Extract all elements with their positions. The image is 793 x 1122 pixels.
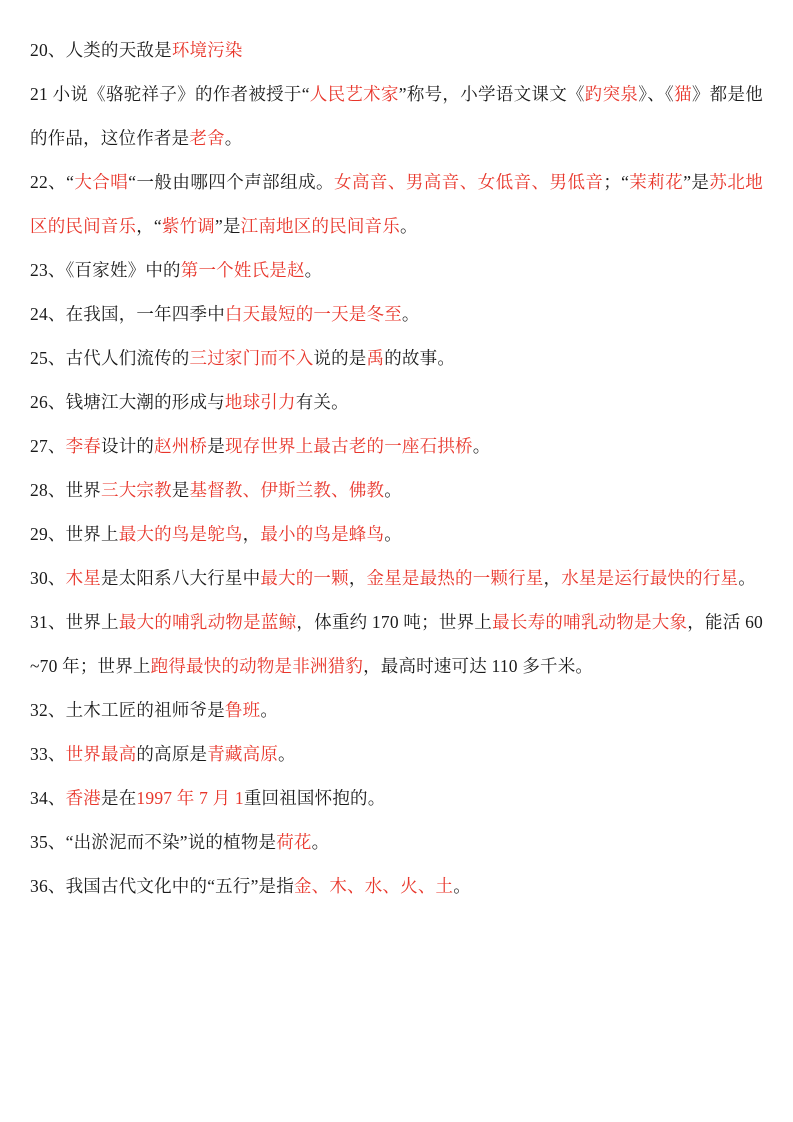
question-text: 。 [738,568,756,588]
answer-text: 金星是最热的一颗行星 [366,568,544,588]
question-text: “一般由哪四个声部组成。 [128,172,334,192]
document-line [30,248,763,292]
question-text: 29、世界上 [30,524,119,544]
answer-text: 女高音、男高音、女低音、男低音 [334,172,604,192]
question-text: ， [242,524,261,544]
question-text: ，最高时速可达 110 多千米。 [363,656,594,676]
answer-text: 三过家门而不入 [189,348,314,368]
document-body [30,28,763,908]
answer-text: 鲁班 [224,700,261,720]
answer-text: 大合唱 [74,172,129,192]
answer-text: 最大的鸟是鸵鸟 [118,524,243,544]
answer-text: 老舍 [189,128,225,148]
answer-text: 李春 [65,436,102,456]
question-text: 25、古代人们流传的 [30,348,190,368]
question-text: 。 [472,436,491,456]
question-text: 设计的 [101,436,155,456]
answer-text: 地球引力 [224,392,296,412]
document-line [30,160,763,248]
question-text: ”称号，小学语文课文《 [398,84,585,104]
question-text: 21 小说《骆驼祥子》的作者被授于“ [30,84,310,104]
document-line [30,688,763,732]
answer-text: 猫 [674,84,692,104]
answer-text: 基督教、伊斯兰教、佛教 [189,480,385,500]
question-text: ， [348,568,367,588]
answer-text: 青藏高原 [207,744,279,764]
answer-text: 最小的鸟是蜂鸟 [260,524,385,544]
question-text: 36、我国古代文化中的“五行”是指 [30,876,294,896]
answer-text: 三大宗教 [101,480,172,500]
answer-text: 苏北地区的民间音乐 [30,172,763,236]
document-line [30,776,763,820]
question-text: 。 [384,524,402,544]
question-text: 。 [311,832,330,852]
answer-text: 紫竹调 [161,216,215,236]
question-text: 的高原是 [136,744,208,764]
question-text: 22、“ [30,172,75,192]
question-text: 33、 [30,744,66,764]
question-text: 20、人类的天敌是 [30,40,172,60]
answer-text: 金、木、水、火、土 [293,876,454,896]
answer-text: 香港 [65,788,102,808]
question-text: 。 [401,304,420,324]
document-line [30,292,763,336]
answer-text: 赵州桥 [154,436,208,456]
question-text: 。 [260,700,279,720]
question-text: 。 [384,480,402,500]
question-text: 26、钱塘江大潮的形成与 [30,392,225,412]
answer-text: 江南地区的民间音乐 [240,216,400,236]
question-text: 》、《 [638,84,675,104]
document-line [30,336,763,380]
question-text: 。 [224,128,243,148]
question-text: 31、世界上 [30,612,119,632]
document-line [30,732,763,776]
document-line [30,512,763,556]
document-line [30,72,763,160]
document-line [30,600,763,688]
question-text: 是 [207,436,225,456]
document-line [30,424,763,468]
question-text: ，体重约 170 吨；世界上 [296,612,493,632]
answer-text: 木星 [65,568,102,588]
question-text: 24、在我国，一年四季中 [30,304,225,324]
document-line [30,556,763,600]
answer-text: 世界最高 [65,744,137,764]
question-text: 是 [171,480,190,500]
question-text: 》都是他的作品，这位作者是 [30,84,763,148]
answer-text: 茉莉花 [629,172,684,192]
question-text: 。 [278,744,296,764]
question-text: 是太阳系八大行星中 [101,568,261,588]
document-line [30,380,763,424]
question-text: 30、 [30,568,66,588]
document-line [30,820,763,864]
answer-text: 白天最短的一天是冬至 [224,304,402,324]
answer-text: 水星是运行最快的行星 [561,568,739,588]
question-text: 23、《百家姓》中的 [30,260,181,280]
question-text: ，能活 60~70 年；世界上 [30,612,764,676]
question-text: 。 [304,260,323,280]
question-text: 是在 [101,788,137,808]
answer-text: 1997 年 7 月 1 [136,788,244,808]
answer-text: 最大的哺乳动物是蓝鲸 [118,612,297,632]
question-text: ， [543,568,562,588]
document-line [30,468,763,512]
question-text: 27、 [30,436,66,456]
answer-text: 最长寿的哺乳动物是大象 [492,612,688,632]
answer-text: 趵突泉 [584,84,639,104]
answer-text: 人民艺术家 [309,84,399,104]
question-text: 。 [399,216,418,236]
question-text: 重回祖国怀抱的。 [243,788,386,808]
answer-text: 最大的一颗 [260,568,349,588]
question-text: 32、土木工匠的祖师爷是 [30,700,225,720]
answer-text: 跑得最快的动物是非洲猎豹 [150,656,364,676]
question-text: 35、“出淤泥而不染”说的植物是 [30,832,277,852]
answer-text: 环境污染 [171,40,243,60]
question-text: ；“ [603,172,630,192]
question-text: 有关。 [295,392,349,412]
answer-text: 禹 [366,348,385,368]
document-line [30,864,763,908]
document-line [30,28,763,72]
question-text: ，“ [136,216,162,236]
question-text: ”是 [683,172,710,192]
question-text: 34、 [30,788,66,808]
answer-text: 荷花 [276,832,312,852]
question-text: 说的是 [313,348,367,368]
question-text: 的故事。 [384,348,456,368]
answer-text: 现存世界上最古老的一座石拱桥 [224,436,473,456]
question-text: 28、世界 [30,480,101,500]
answer-text: 第一个姓氏是赵 [180,260,305,280]
question-text: 。 [453,876,471,896]
question-text: ”是 [214,216,241,236]
